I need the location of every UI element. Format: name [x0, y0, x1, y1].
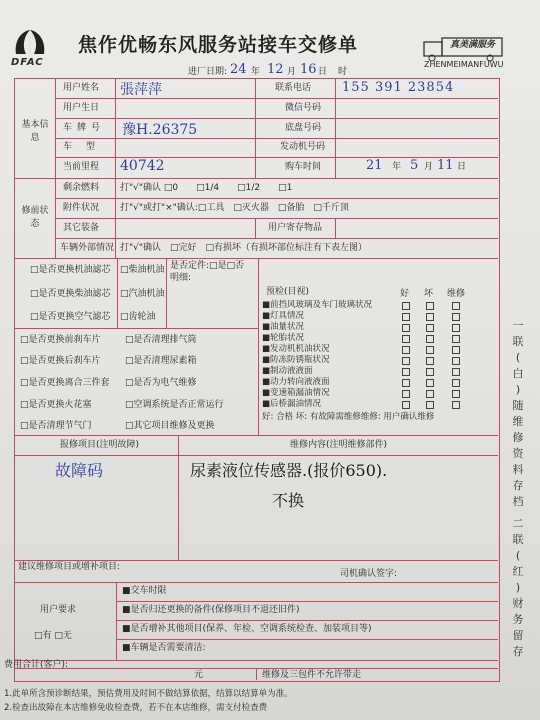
inspection-item-fuel: ■油量状况 — [262, 322, 305, 332]
purchase-day-value: 11 — [437, 158, 454, 173]
inspection-checkbox[interactable] — [402, 324, 410, 332]
copy-label-char: 务 — [512, 613, 524, 626]
inspection-checkbox[interactable] — [402, 302, 410, 310]
inspection-checkbox[interactable] — [452, 357, 460, 365]
purchase-label: 购车时间 — [285, 162, 322, 172]
maint-item-electrical[interactable]: □是否为电气维修 — [125, 378, 197, 388]
copy-label-char: 红 — [512, 565, 524, 578]
maint-item-gear-oil[interactable]: □齿轮油 — [120, 312, 156, 322]
inspection-checkbox[interactable] — [426, 335, 434, 343]
inspection-checkbox[interactable] — [402, 390, 410, 398]
inspection-checkbox[interactable] — [426, 324, 434, 332]
basic-section-label: 基本信息 — [21, 120, 49, 143]
inspection-checkbox[interactable] — [426, 368, 434, 376]
maint-item-throttle[interactable]: □是否清理节气门 — [20, 421, 92, 431]
pre-repair-section-label: 修前状态 — [21, 206, 49, 229]
warranty-note: 维修及三包件不允许带走 — [262, 670, 362, 680]
date-year-value: 24 — [230, 62, 247, 77]
fuel-options[interactable]: 打"√"确认 □0 □1/4 □1/2 □1 — [120, 183, 293, 193]
repair-content-line1: 尿素液位传感器.(报价650). — [190, 461, 388, 480]
maint-item-oil-filter[interactable]: □是否更换机油滤芯 — [30, 265, 111, 275]
inspection-checkbox[interactable] — [402, 335, 410, 343]
mileage-label: 当前里程 — [63, 162, 100, 172]
appearance-options[interactable]: 打"√"确认 □完好 □有损坏（有损坏部位标注有下表左图） — [120, 243, 368, 253]
purchase-day-unit: 日 — [457, 162, 467, 172]
copy-label-char: 档 — [512, 495, 524, 508]
storage-items-label: 用户寄存物品 — [268, 223, 323, 233]
inspection-checkbox[interactable] — [426, 401, 434, 409]
fault-value: 故障码 — [55, 461, 104, 480]
inspection-checkbox[interactable] — [452, 324, 460, 332]
footnote-2: 2.检查出故障在本店维修免收检查费，若不在本店维修，需支付检查费 — [4, 703, 268, 713]
plate-label: 车牌号 — [63, 123, 106, 133]
brand-name: 真美满服务 — [450, 40, 496, 50]
date-month-value: 12 — [267, 62, 284, 77]
purchase-year-unit: 年 — [392, 162, 402, 172]
copy-label-char: 白 — [512, 367, 524, 380]
inspection-col-good: 好 — [400, 289, 410, 299]
maint-item-front-brake[interactable]: □是否更换前刹车片 — [20, 335, 101, 345]
logo-text: DFAC — [11, 57, 44, 68]
maint-item-urea-tank[interactable]: □是否清理尿素箱 — [125, 356, 197, 366]
inspection-item-glass: ■前挡风玻璃及车门玻璃状况 — [262, 300, 373, 310]
date-hour-unit: 时 — [338, 67, 348, 77]
inspection-footer: 好: 合格 坏: 有故障需维修维修: 用户确认维修 — [262, 412, 435, 422]
copy-label-char: 留 — [512, 629, 524, 642]
plate-value: 豫H.26375 — [122, 122, 198, 138]
copy-label-char: 修 — [512, 431, 524, 444]
fault-header: 报修项目(注明故障) — [60, 440, 140, 450]
inspection-checkbox[interactable] — [402, 368, 410, 376]
purchase-month-unit: 月 — [424, 162, 434, 172]
inspection-checkbox[interactable] — [452, 302, 460, 310]
engine-label: 发动机号码 — [280, 142, 326, 152]
birthday-label: 用户生日 — [63, 103, 100, 113]
maint-item-gasoline-oil[interactable]: □汽油机油 — [120, 289, 165, 299]
inspection-item-tires: ■轮胎状况 — [262, 333, 305, 343]
maint-item-other[interactable]: □其它项目维修及更换 — [125, 421, 215, 431]
phone-label: 联系电话 — [275, 83, 312, 93]
other-equipment-label: 其它装备 — [63, 223, 100, 233]
date-day-unit: 日 — [318, 67, 328, 77]
inspection-checkbox[interactable] — [452, 346, 460, 354]
inspection-checkbox[interactable] — [402, 357, 410, 365]
inspection-title: 预检(目视) — [266, 287, 310, 297]
owner-value: 張萍萍 — [120, 82, 162, 98]
inspection-item-axle-leak: ■后桥漏油情况 — [262, 399, 322, 409]
inspection-checkbox[interactable] — [426, 390, 434, 398]
suggest-label: 建议维修项目或增补项目: — [18, 562, 121, 572]
inspection-checkbox[interactable] — [402, 313, 410, 321]
inspection-checkbox[interactable] — [402, 346, 410, 354]
req-return-parts[interactable]: ■是否归还更换的备件(保修项目不退还旧件) — [122, 605, 300, 615]
inspection-col-repair: 维修 — [447, 289, 466, 299]
copy-label-char: 一 — [512, 319, 524, 332]
maint-item-air-filter[interactable]: □是否更换空气滤芯 — [30, 312, 111, 322]
maint-item-air-conditioning[interactable]: □空调系统是否正常运行 — [125, 400, 224, 410]
copy-label-char: 料 — [512, 463, 524, 476]
purchase-year-value: 21 — [366, 158, 383, 173]
requirements-label: 用户要求 — [40, 605, 77, 615]
copy-label-char: 财 — [512, 597, 524, 610]
req-cleaning[interactable]: ■车辆是否需要清洁: — [122, 643, 206, 653]
maint-item-clutch-kit[interactable]: □是否更换离合三件套 — [20, 378, 110, 388]
parts-question[interactable]: 是否定件:□是□否 — [170, 261, 245, 271]
dongfeng-logo-icon — [12, 26, 48, 56]
fee-unit: 元 — [194, 670, 204, 680]
fuel-label: 剩余燃料 — [63, 183, 100, 193]
inspection-item-steering-fluid: ■动力转向液液面 — [262, 377, 330, 387]
maint-item-spark-plug[interactable]: □是否更换火花塞 — [20, 400, 92, 410]
inspection-checkbox[interactable] — [402, 379, 410, 387]
maint-item-exhaust[interactable]: □是否清理排气筒 — [125, 335, 197, 345]
inspection-item-brake-fluid: ■制动液液面 — [262, 366, 313, 376]
requirements-yes-no[interactable]: □有 □无 — [34, 631, 72, 641]
inspection-checkbox[interactable] — [452, 335, 460, 343]
copy-label-char: 联 — [512, 335, 524, 348]
mileage-value: 40742 — [120, 158, 165, 174]
copy-label-char: 存 — [512, 479, 524, 492]
maint-item-diesel-filter[interactable]: □是否更换柴油滤芯 — [30, 289, 111, 299]
page-title: 焦作优畅东风服务站接车交修单 — [78, 34, 359, 56]
inspection-item-gearbox-leak: ■变速箱漏油情况 — [262, 388, 330, 398]
copy-label-char: ) — [515, 581, 521, 594]
inspection-item-engine-oil: ■发动机机油状况 — [262, 344, 330, 354]
inspection-checkbox[interactable] — [426, 357, 434, 365]
copy-label-char: 存 — [512, 645, 524, 658]
date-day-value: 16 — [300, 62, 317, 77]
copy-label-char: ( — [515, 549, 521, 562]
copy-label-char: 随 — [512, 399, 524, 412]
date-year-unit: 年 — [251, 67, 261, 77]
inspection-checkbox[interactable] — [426, 379, 434, 387]
copy-label-char: 联 — [512, 533, 524, 546]
inspection-checkbox[interactable] — [426, 346, 434, 354]
copy-label-char: ) — [515, 383, 521, 396]
inspection-checkbox[interactable] — [452, 368, 460, 376]
appearance-label: 车辆外部情况 — [60, 243, 115, 253]
repair-content-line2: 不换 — [272, 491, 305, 510]
footnote-1: 1.此单所含预诊断结果，预估费用及时间不做结算依据，结算以结算单为准。 — [4, 689, 293, 699]
inspection-item-lights: ■灯具情况 — [262, 311, 305, 321]
inspection-checkbox[interactable] — [426, 313, 434, 321]
accessory-options[interactable]: 打"√"或打"×"确认:□工具 □灭火器 □备胎 □千斤顶 — [120, 203, 349, 213]
req-extra-items[interactable]: ■是否增补其他项目(保养、年检、空调系统检查、加装项目等) — [122, 624, 372, 634]
fee-total-label: 费用合计(客户): — [4, 660, 69, 670]
inspection-checkbox[interactable] — [452, 390, 460, 398]
phone-value: 155 391 23854 — [342, 80, 455, 95]
brand-pinyin: ZHENMEIMANFUWU — [424, 60, 504, 69]
inspection-checkbox[interactable] — [402, 401, 410, 409]
accessory-label: 附件状况 — [63, 203, 100, 213]
inspection-col-bad: 坏 — [424, 289, 434, 299]
model-label: 车型 — [63, 142, 110, 152]
chassis-label: 底盘号码 — [285, 123, 322, 133]
inspection-item-coolant: ■防冻防锈瓶状况 — [262, 355, 330, 365]
owner-label: 用户姓名 — [63, 83, 100, 93]
date-label: 进厂日期: — [188, 67, 228, 77]
wechat-label: 微信号码 — [285, 103, 322, 113]
req-delivery-time[interactable]: ■交车时限 — [122, 586, 167, 596]
parts-detail-label: 明细: — [170, 273, 192, 283]
copy-label-char: 维 — [512, 415, 524, 428]
copy-label-char: ( — [515, 351, 521, 364]
inspection-checkbox[interactable] — [452, 313, 460, 321]
maint-item-diesel-oil[interactable]: □柴油机油 — [120, 265, 165, 275]
driver-signature-label: 司机确认签字: — [340, 569, 398, 579]
inspection-checkbox[interactable] — [452, 379, 460, 387]
inspection-checkbox[interactable] — [452, 401, 460, 409]
copy-label-char: 二 — [512, 517, 524, 530]
date-month-unit: 月 — [287, 67, 297, 77]
repair-content-header: 维修内容(注明维修部件) — [290, 440, 388, 450]
maint-item-rear-brake[interactable]: □是否更换后刹车片 — [20, 356, 101, 366]
purchase-month-value: 5 — [410, 158, 419, 173]
inspection-checkbox[interactable] — [426, 302, 434, 310]
copy-label-char: 资 — [512, 447, 524, 460]
